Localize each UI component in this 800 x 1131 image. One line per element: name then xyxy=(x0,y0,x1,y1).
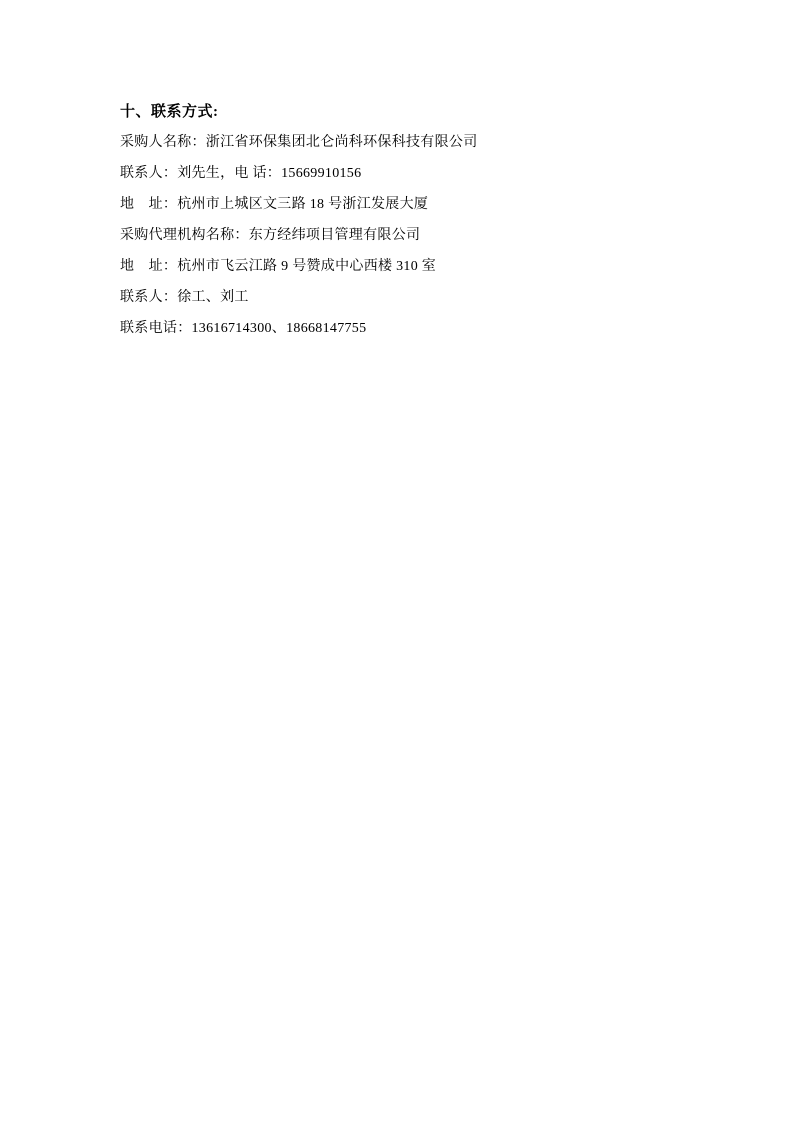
purchaser-contact-line: 联系人：刘先生，电 话：15669910156 xyxy=(120,166,362,181)
agency-contact-line: 联系人：徐工、刘工 xyxy=(120,290,249,305)
agency-name-line: 采购代理机构名称：东方经纬项目管理有限公司 xyxy=(120,228,421,243)
agency-address-line: 地 址：杭州市飞云江路 9 号赞成中心西楼 310 室 xyxy=(120,259,437,274)
purchaser-name-line: 采购人名称：浙江省环保集团北仑尚科环保科技有限公司 xyxy=(120,135,478,150)
agency-phone-line: 联系电话：13616714300、18668147755 xyxy=(120,321,367,336)
contact-section xyxy=(120,104,690,352)
purchaser-address-line: 地 址：杭州市上城区文三路 18 号浙江发展大厦 xyxy=(120,197,429,212)
section-heading: 十、联系方式: xyxy=(120,104,219,120)
